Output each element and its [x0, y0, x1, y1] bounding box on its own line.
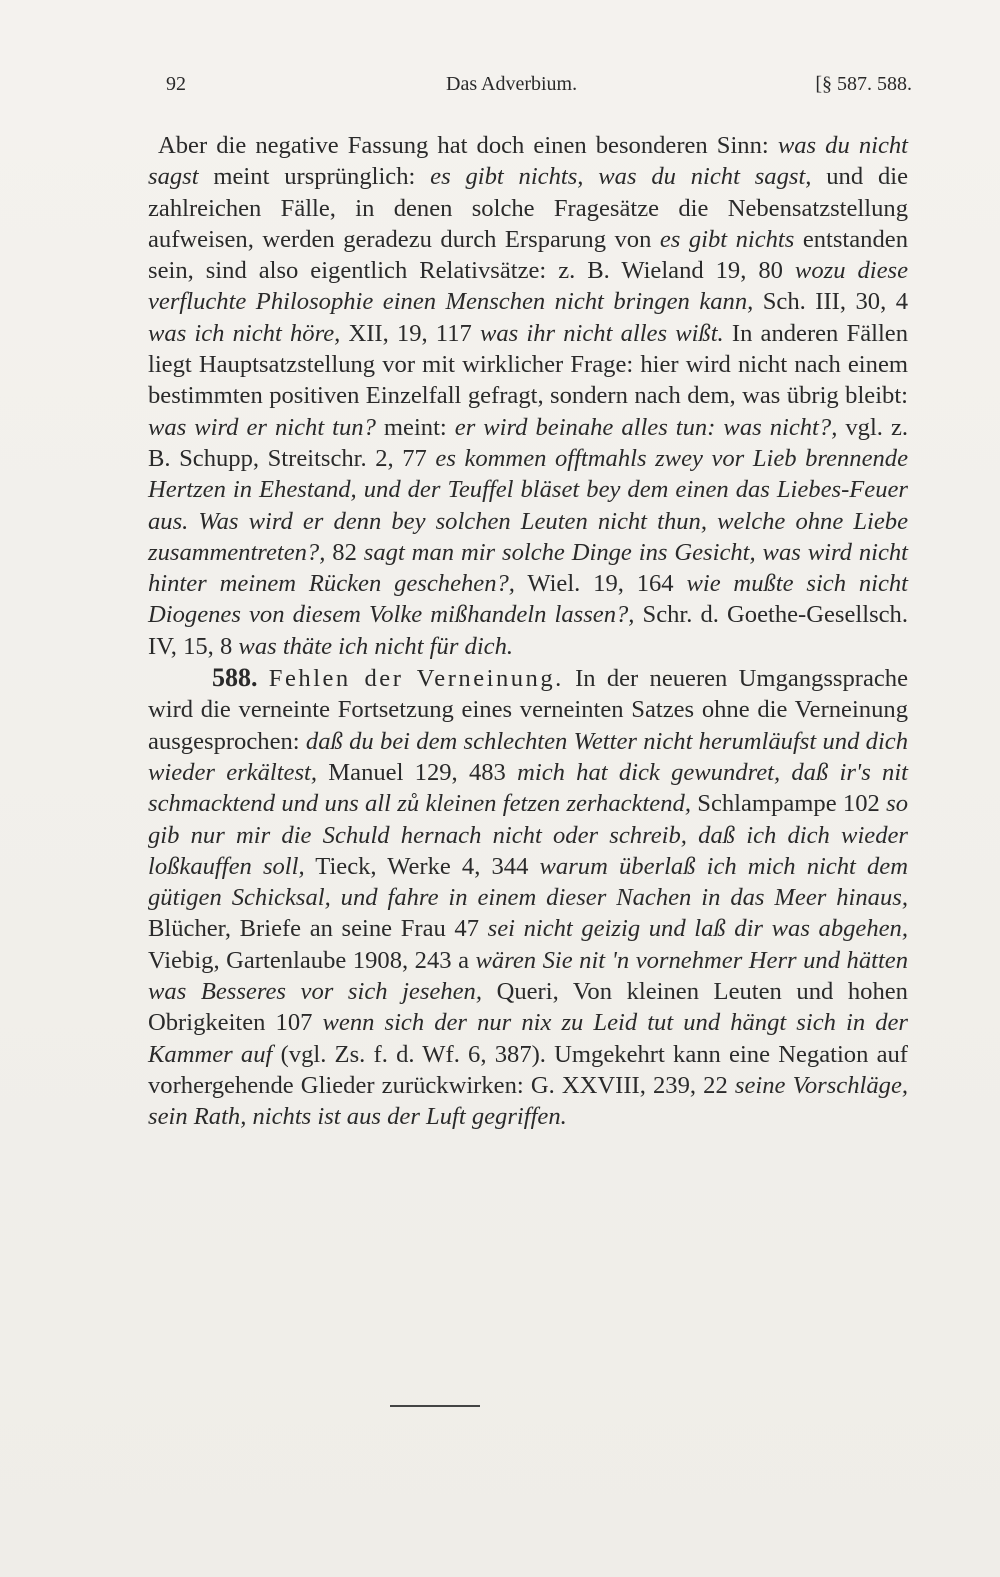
italic-quotation: was du nicht sagst [148, 132, 908, 191]
text-run: In anderen Fällen liegt Hauptsatzstellung vor mit wirklicher Frage: hier wird nicht nach einem bestimmten positiven Einzelfall gefragt, sondern nach dem, was übrig bleibt: [148, 319, 908, 410]
text-run: meint: [375, 413, 455, 441]
text-run: Aber die negative Fassung hat doch einen besonderen Sinn: [158, 132, 778, 159]
italic-quotation: mich hat dick gewundret, daß ir's nit schmacktend und uns all zů kleinen fetzen zerhacktend, [148, 758, 908, 818]
text-run: Viebig, Gartenlaube 1908, 243 a [148, 946, 476, 974]
body-text [148, 130, 908, 1133]
text-run: vgl. z. B. Schupp, Streitschr. 2, 77 [148, 413, 909, 472]
italic-quotation: wie mußte sich nicht Diogenes von diesem Volke mißhandeln lassen?, [148, 570, 908, 629]
text-run: Sch. III, 30, 4 [753, 288, 908, 316]
italic-quotation: er wird beinahe alles tun: was nicht?, [454, 413, 838, 441]
text-run: Tieck, Werke 4, 344 [304, 852, 540, 880]
italic-quotation: was ihr nicht alles wißt. [479, 319, 724, 347]
text-run: Wiel. 19, 164 [514, 570, 687, 598]
section-heading: Fehlen der Verneinung. [268, 665, 564, 693]
italic-quotation: wozu diese verfluchte Philosophie einen Menschen nicht bringen kann, [148, 257, 908, 316]
italic-quotation: es kommen offtmahls zwey vor Lieb brennende Hertzen in Ehestand, und der Teuffel bläset bey dem einen das Liebes-Feuer aus. Was wird er denn bey solchen Leuten nicht thun, welche ohne Liebe zusammentreten?, [148, 444, 908, 566]
italic-quotation: es gibt nichts, was du nicht sagst, [430, 163, 812, 191]
italic-quotation: es gibt nichts [659, 225, 795, 253]
page-number: 92 [166, 73, 186, 95]
italic-quotation: was thäte ich nicht für dich. [238, 632, 514, 660]
italic-quotation: was wird er nicht tun? [148, 413, 376, 441]
text-run: Schr. d. Goethe-Gesellsch. IV, 15, 8 [148, 601, 909, 660]
text-run: Queri, Von kleinen Leuten und hohen Obrigkeiten 107 [148, 978, 908, 1037]
text-run: Blücher, Briefe an seine Frau 47 [148, 915, 488, 943]
italic-quotation: sei nicht geizig und laß dir was abgehen, [487, 915, 908, 943]
section-number: 588. [212, 663, 258, 693]
text-run: und die zahlreichen Fälle, in denen solche Fragesätze die Nebensatzstellung aufweisen, werden geradezu durch Ersparung von [148, 163, 908, 253]
italic-quotation: was ich nicht höre, [148, 319, 341, 347]
text-run: (vgl. Zs. f. d. Wf. 6, 387). Umgekehrt kann eine Negation auf vorhergehende Glieder zurückwirken: G. XXVIII, 239, 22 [148, 1040, 908, 1099]
paragraph-588 [148, 662, 908, 1132]
text-run: XII, 19, 117 [340, 319, 480, 347]
paragraph-587-continuation [148, 130, 908, 662]
closing-rule [390, 1405, 480, 1407]
italic-quotation: so gib nur mir die Schuld hernach nicht oder schreib, daß ich dich wieder loßkauffen soll, [148, 790, 909, 880]
italic-quotation: warum überlaß ich mich nicht dem gütigen Schicksal, und fahre in einem dieser Nachen in das Meer hinaus, [148, 852, 908, 912]
italic-quotation: sagt man mir solche Dinge ins Gesicht, was wird nicht hinter meinem Rücken geschehen?, [148, 538, 908, 598]
text-run: meint ursprünglich: [198, 163, 431, 191]
text-run: 82 [325, 538, 364, 566]
italic-quotation: wären Sie nit 'n vornehmer Herr und hätten was Besseres vor sich jesehen, [148, 946, 908, 1006]
text-run: entstanden sein, sind also eigentlich Relativsätze: z. B. Wieland 19, 80 [148, 225, 908, 285]
text-run: In der neueren Umgangssprache wird die verneinte Fortsetzung eines verneinten Satzes ohne die Verneinung ausgesprochen: [148, 665, 908, 755]
text-run: Manuel 129, 483 [317, 758, 518, 786]
italic-quotation: wenn sich der nur nix zu Leid tut und hängt sich in der Kammer auf [148, 1009, 908, 1068]
text-run: Schlampampe 102 [690, 790, 887, 818]
italic-quotation: seine Vorschläge, sein Rath, nichts ist aus der Luft gegriffen. [148, 1071, 909, 1131]
running-header [166, 73, 912, 101]
running-title: Das Adverbium. [446, 73, 578, 95]
italic-quotation: daß du bei dem schlechten Wetter nicht herumläufst und dich wieder erkältest, [148, 727, 908, 786]
section-reference: [§ 587. 588. [815, 73, 912, 95]
